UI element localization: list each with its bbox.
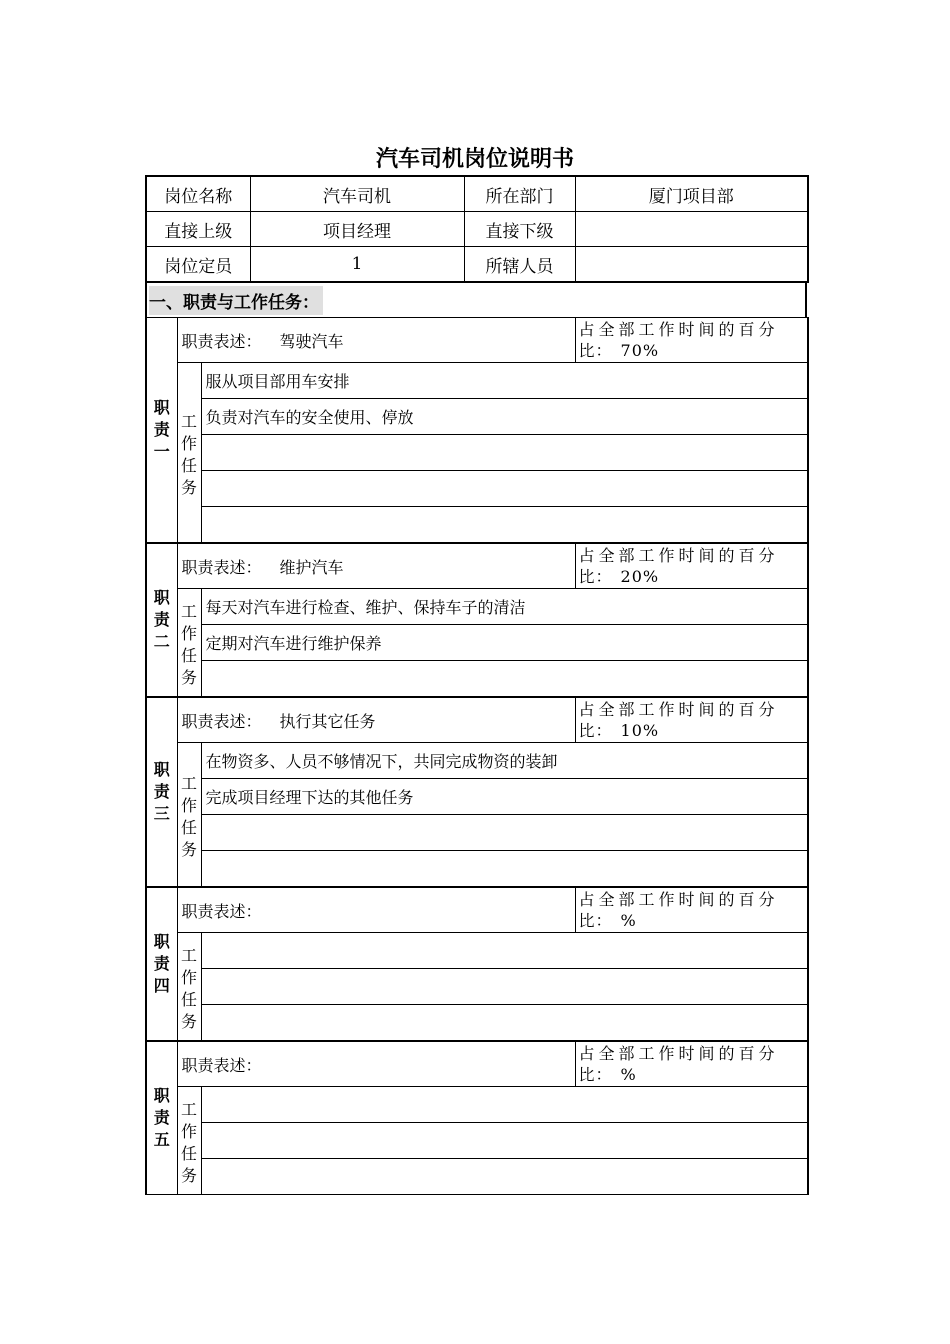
task-label (177, 589, 201, 697)
value-managed-staff (575, 247, 808, 283)
duty-label-char: 责 (153, 782, 170, 801)
duty-description-row (146, 318, 808, 363)
time-percentage-value: 70% (620, 341, 660, 360)
task-label-char: 务 (180, 1011, 197, 1031)
task-label (177, 933, 201, 1041)
duty-description-row (146, 544, 808, 589)
duty-description-value: 执行其它任务 (279, 711, 376, 731)
task-label-char: 务 (180, 667, 197, 687)
duty-description (177, 544, 575, 589)
task-row (146, 1123, 808, 1159)
duty-description-row (146, 698, 808, 743)
duty-label-char: 责 (153, 420, 170, 439)
time-percentage-value: % (620, 1065, 637, 1084)
header-row (146, 212, 808, 247)
duty-label-char: 责 (153, 954, 170, 973)
time-percentage (575, 888, 808, 933)
task-row (146, 1087, 808, 1123)
time-percentage-value: % (620, 911, 637, 930)
header-row (146, 247, 808, 283)
value-department: 厦门项目部 (575, 176, 808, 212)
task-item: 服从项目部用车安排 (201, 363, 808, 399)
value-position-name: 汽车司机 (250, 176, 464, 212)
duty-label-char: 三 (153, 804, 170, 823)
document-title: 汽车司机岗位说明书 (375, 147, 574, 172)
task-label-char: 作 (180, 623, 197, 643)
task-label-char: 任 (180, 1143, 197, 1163)
task-item (201, 969, 808, 1005)
task-item (201, 933, 808, 969)
duty-label-char: 职 (153, 932, 170, 951)
job-description-form (145, 175, 807, 1195)
task-row (146, 399, 808, 435)
task-row (146, 1005, 808, 1041)
task-label-char: 任 (180, 645, 197, 665)
duty-description-label: 职责表述： (181, 711, 262, 731)
duty-table (145, 317, 809, 543)
duty-table (145, 887, 809, 1041)
duty-description-value: 维护汽车 (279, 557, 344, 577)
value-direct-superior: 项目经理 (250, 212, 464, 247)
duty-label (146, 1042, 177, 1195)
label-direct-superior: 直接上级 (146, 212, 250, 247)
task-item (201, 435, 808, 471)
duty-description-label: 职责表述： (181, 1055, 262, 1075)
task-label-char: 任 (180, 989, 197, 1009)
task-row (146, 851, 808, 887)
duty-label-char: 责 (153, 1108, 170, 1127)
duty-description-label: 职责表述： (181, 901, 262, 921)
duty-table (145, 1041, 809, 1195)
duty-label (146, 698, 177, 887)
task-label (177, 743, 201, 887)
duty-label-char: 一 (153, 442, 170, 461)
task-label-char: 务 (180, 477, 197, 497)
task-row (146, 743, 808, 779)
duty-label-char: 四 (153, 976, 170, 995)
time-percentage-value: 20% (620, 567, 660, 586)
duty-description (177, 318, 575, 363)
task-label-char: 务 (180, 1165, 197, 1185)
duty-description-row (146, 1042, 808, 1087)
duties-container (145, 317, 807, 1195)
task-label-char: 任 (180, 817, 197, 837)
time-percentage-label: 占全部工作时间的百分 (578, 1044, 779, 1063)
time-percentage (575, 544, 808, 589)
duty-label (146, 318, 177, 543)
task-item: 定期对汽车进行维护保养 (201, 625, 808, 661)
task-item (201, 507, 808, 543)
duty-description (177, 698, 575, 743)
task-row (146, 1159, 808, 1195)
task-row (146, 363, 808, 399)
task-item: 每天对汽车进行检查、维护、保持车子的清洁 (201, 589, 808, 625)
label-direct-subordinate: 直接下级 (464, 212, 575, 247)
task-row (146, 625, 808, 661)
duty-label-char: 责 (153, 610, 170, 629)
task-item: 完成项目经理下达的其他任务 (201, 779, 808, 815)
duty-description-label: 职责表述： (181, 331, 262, 351)
task-item (201, 471, 808, 507)
task-row (146, 435, 808, 471)
task-item (201, 1159, 808, 1195)
task-label-char: 工 (180, 411, 197, 431)
task-row (146, 815, 808, 851)
duty-table (145, 543, 809, 697)
task-label (177, 363, 201, 543)
duty-table (145, 697, 809, 887)
task-item (201, 1005, 808, 1041)
task-item (201, 661, 808, 697)
label-department: 所在部门 (464, 176, 575, 212)
task-label-char: 务 (180, 839, 197, 859)
task-label-char: 工 (180, 945, 197, 965)
task-row (146, 779, 808, 815)
time-percentage-prefix: 比： (578, 721, 613, 740)
duty-description (177, 888, 575, 933)
task-item (201, 851, 808, 887)
time-percentage-prefix: 比： (578, 567, 613, 586)
task-row (146, 661, 808, 697)
duty-description (177, 1042, 575, 1087)
value-headcount: 1 (250, 247, 464, 283)
time-percentage-label: 占全部工作时间的百分 (578, 890, 779, 909)
task-item: 在物资多、人员不够情况下，共同完成物资的装卸 (201, 743, 808, 779)
task-label-char: 工 (180, 773, 197, 793)
duty-label (146, 544, 177, 697)
task-label-char: 作 (180, 967, 197, 987)
time-percentage (575, 1042, 808, 1087)
duty-description-row (146, 888, 808, 933)
task-label (177, 1087, 201, 1195)
section-heading (145, 283, 807, 317)
header-table (145, 175, 809, 283)
task-item (201, 815, 808, 851)
label-headcount: 岗位定员 (146, 247, 250, 283)
time-percentage-value: 10% (620, 721, 660, 740)
time-percentage (575, 698, 808, 743)
duty-description-value: 驾驶汽车 (279, 331, 344, 351)
time-percentage-prefix: 比： (578, 341, 613, 360)
duty-label-char: 二 (153, 632, 170, 651)
task-row (146, 471, 808, 507)
section-title: 一、职责与工作任务： (149, 286, 323, 315)
task-row (146, 969, 808, 1005)
label-position-name: 岗位名称 (146, 176, 250, 212)
time-percentage-label: 占全部工作时间的百分 (578, 700, 779, 719)
duty-label-char: 职 (153, 1086, 170, 1105)
task-item: 负责对汽车的安全使用、停放 (201, 399, 808, 435)
task-item (201, 1123, 808, 1159)
duty-label (146, 888, 177, 1041)
task-row (146, 507, 808, 543)
task-label-char: 作 (180, 433, 197, 453)
task-label-char: 工 (180, 1099, 197, 1119)
duty-label-char: 职 (153, 588, 170, 607)
duty-label-char: 职 (153, 760, 170, 779)
task-label-char: 作 (180, 1121, 197, 1141)
task-row (146, 589, 808, 625)
value-direct-subordinate (575, 212, 808, 247)
duty-description-label: 职责表述： (181, 557, 262, 577)
time-percentage-label: 占全部工作时间的百分 (578, 546, 779, 565)
duty-label-char: 五 (153, 1130, 170, 1149)
time-percentage-label: 占全部工作时间的百分 (578, 320, 779, 339)
header-row (146, 176, 808, 212)
label-managed-staff: 所辖人员 (464, 247, 575, 283)
task-label-char: 任 (180, 455, 197, 475)
task-row (146, 933, 808, 969)
time-percentage-prefix: 比： (578, 1065, 613, 1084)
task-item (201, 1087, 808, 1123)
task-label-char: 作 (180, 795, 197, 815)
duty-label-char: 职 (153, 398, 170, 417)
time-percentage (575, 318, 808, 363)
time-percentage-prefix: 比： (578, 911, 613, 930)
task-label-char: 工 (180, 601, 197, 621)
